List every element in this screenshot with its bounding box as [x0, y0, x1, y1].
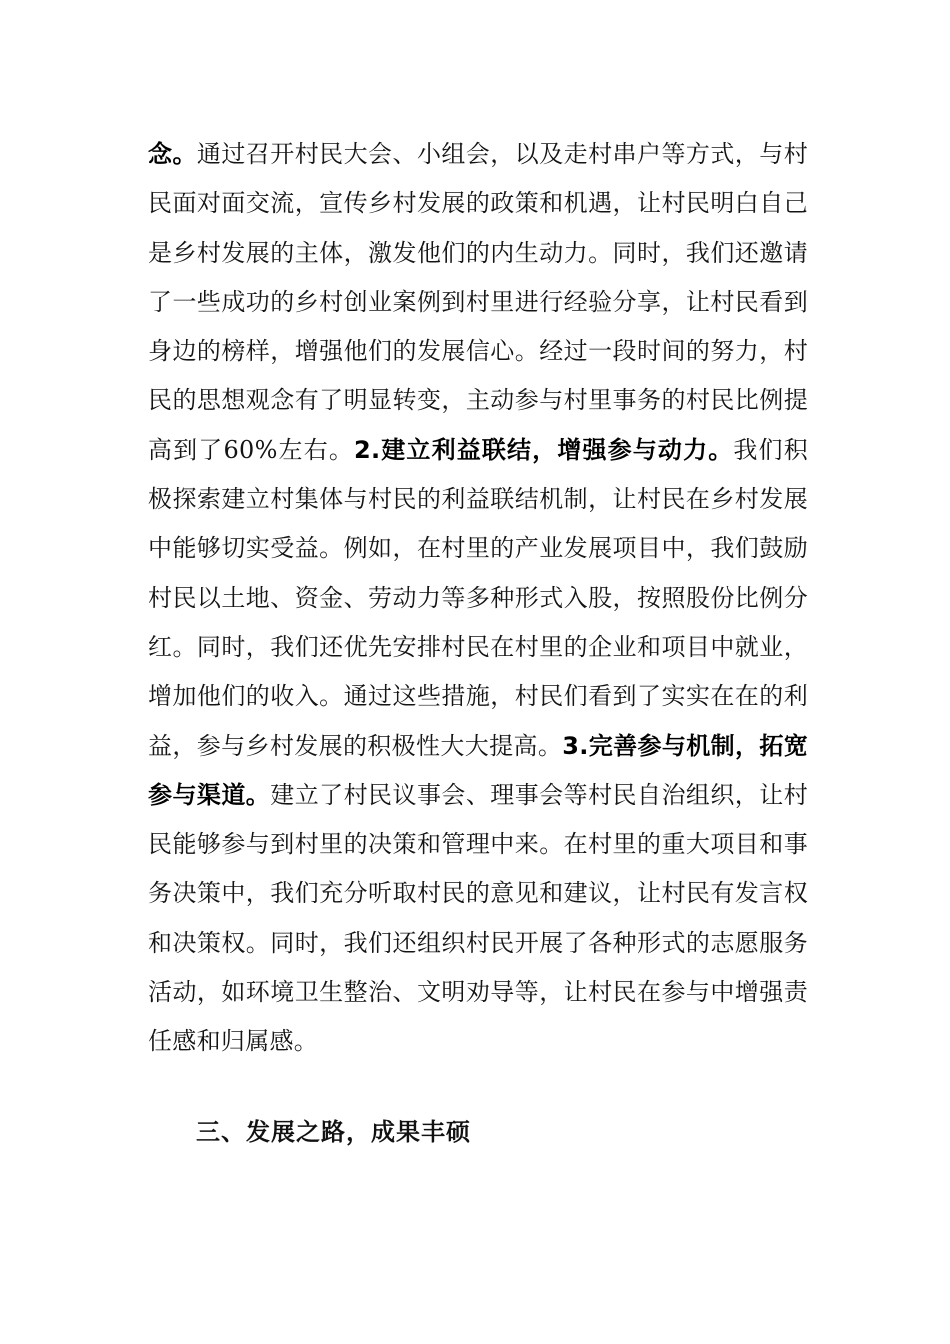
section-heading: 三、发展之路，成果丰硕 — [196, 1118, 471, 1146]
bold-heading-participation-mechanism: 3.完善参与机制，拓宽参与渠道。 — [148, 731, 808, 809]
body-paragraph — [148, 130, 808, 1067]
paragraph-text-3: 建立了村民议事会、理事会等村民自治组织，让村民能够参与到村里的决策和管理中来。在村里的重大项目和事务决策中，我们充分听取村民的意见和建议，让村民有发言权和决策权。同时，我们还组织村民开展了各种形式的志愿服务活动，如环境卫生整治、文明劝导等，让村民在参与中增强责任感和归属感。 — [148, 780, 808, 1056]
paragraph-text-2: 我们积极探索建立村集体与村民的利益联结机制，让村民在乡村发展中能够切实受益。例如，在村里的产业发展项目中，我们鼓励村民以土地、资金、劳动力等多种形式入股，按照股份比例分红。同时，我们还优先安排村民在村里的企业和项目中就业，增加他们的收入。通过这些措施，村民们看到了实实在在的利益，参与乡村发展的积极性大大提高。 — [148, 435, 808, 760]
bold-heading-interest-linkage: 2.建立利益联结，增强参与动力。 — [354, 435, 734, 464]
bold-phrase-concept: 念。 — [148, 140, 197, 168]
paragraph-text-1: 通过召开村民大会、小组会，以及走村串户等方式，与村民面对面交流，宣传乡村发展的政策和机遇，让村民明白自己是乡村发展的主体，激发他们的内生动力。同时，我们还邀请了一些成功的乡村创业案例到村里进行经验分享，让村民看到身边的榜样，增强他们的发展信心。经过一段时间的努力，村民的思想观念有了明显转变，主动参与村里事务的村民比例提高到了60%左右。 — [148, 140, 808, 464]
